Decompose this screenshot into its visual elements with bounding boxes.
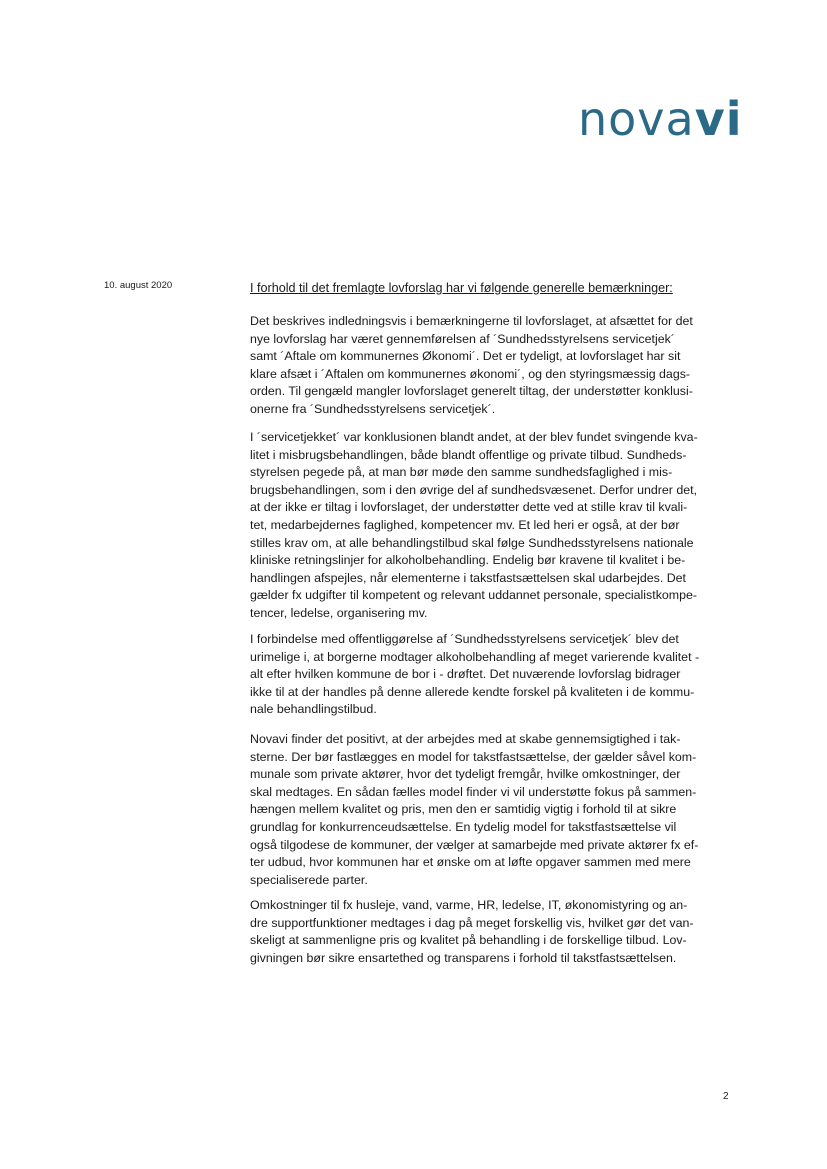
text-line: urimelige i, at borgerne modtager alkoholbehandling af meget varierende kvalitet - [250, 649, 700, 664]
text-line: ikke til at der handles på denne allerede kendte forskel på kvaliteten i de kommu- [250, 684, 695, 699]
text-line: kliniske retningslinjer for alkoholbehandling. Endelig bør kravene til kvalitet i be- [250, 553, 686, 568]
paragraph-4 [250, 731, 738, 889]
letter-date: 10. august 2020 [104, 280, 173, 291]
text-line: brugsbehandlingen, som i den øvrige del af sundhedsvæsenet. Derfor undrer det, [250, 482, 698, 497]
text-line: nye lovforslag har været gennemførelsen af ´Sundhedsstyrelsens servicetjek´ [250, 331, 675, 346]
text-line: ter udbud, hvor kommunen har et ønske om at løfte opgaver sammen med mere [250, 855, 691, 870]
text-line: Omkostninger til fx husleje, vand, varme, HR, ledelse, IT, økonomistyring og an- [250, 898, 688, 912]
novavi-logo [560, 92, 760, 156]
text-line: givningen bør sikre ensartethed og transparens i forhold til takstfastsættelsen. [250, 950, 677, 965]
logo-text-bold: vi [694, 92, 743, 146]
text-line: også tilgodese de kommuner, der vælger at samarbejde med private aktører fx ef- [250, 837, 699, 852]
text-line: grundlag for konkurrenceudsættelse. En tydelig model for takstfastsættelse vil [250, 819, 677, 834]
text-line: orden. Til gengæld mangler lovforslaget generelt tiltag, der understøtter konklusi- [250, 384, 693, 399]
paragraph-5 [250, 897, 738, 967]
text-line: alt efter hvilken kommune de bor i - drøftet. Det nuværende lovforslag bidrager [250, 667, 681, 682]
text-line: klare afsæt i ´Aftalen om kommunernes økonomi´, og den styringsmæssig dags- [250, 366, 691, 381]
text-line: dre supportfunktioner medtages i dag på meget forskellig vis, hvilket gør det van- [250, 915, 694, 930]
logo-text-regular: nova [578, 92, 695, 146]
text-line: samt ´Aftale om kommunernes Økonomi´. Det er tydeligt, at lovforslaget har sit [250, 349, 681, 364]
logo-wordmark [578, 92, 743, 146]
text-line: I ´servicetjekket´ var konklusionen blandt andet, at der blev fundet svingende kva- [250, 430, 698, 444]
section-heading: I forhold til det fremlagte lovforslag har vi følgende generelle bemærkninger: [250, 281, 673, 295]
text-line: skal medtages. En sådan fælles model finder vi vil understøtte fokus på sammen- [250, 784, 697, 799]
paragraph-1 [250, 313, 738, 419]
page-number: 2 [723, 1091, 729, 1102]
text-line: styrelsen pegede på, at man bør møde den samme sundhedsfaglighed i mis- [250, 465, 673, 480]
paragraph-3 [250, 631, 738, 719]
text-line: onerne fra ´Sundhedsstyrelsens servicetjek´. [250, 401, 496, 416]
text-line: specialiserede parter. [250, 872, 368, 887]
text-line: tet, medarbejdernes faglighed, kompetencer mv. Et led heri er også, at der bør [250, 517, 680, 532]
text-line: Novavi finder det positivt, at der arbejdes med at skabe gennemsigtighed i tak- [250, 732, 681, 746]
text-line: munale som private aktører, hvor det tydeligt fremgår, hvilke omkostninger, der [250, 767, 681, 782]
text-line: Det beskrives indledningsvis i bemærkningerne til lovforslaget, at afsættet for det [250, 314, 693, 328]
text-line: tencer, ledelse, organisering mv. [250, 605, 428, 620]
text-line: litet i misbrugsbehandlingen, både blandt offentlige og private tilbud. Sundheds- [250, 447, 687, 462]
text-line: nale behandlingstilbud. [250, 702, 377, 717]
text-line: sterne. Der bør fastlægges en model for takstfastsættelse, der gælder såvel kom- [250, 749, 697, 764]
text-line: hængen mellem kvalitet og pris, men den er samtidig vigtig i forhold til at sikre [250, 802, 677, 817]
text-line: skeligt at sammenligne pris og kvalitet på behandling i de forskellige tilbud. Lov- [250, 933, 687, 948]
text-line: at der ikke er tiltag i lovforslaget, der understøtter dette ved at stille krav til kvali- [250, 500, 688, 515]
text-line: stilles krav om, at alle behandlingstilbud skal følge Sundhedsstyrelsens nationale [250, 535, 694, 550]
text-line: handlingen afspejles, når elementerne i takstfastsættelsen skal udarbejdes. Det [250, 570, 686, 585]
text-line: gælder fx udgifter til kompetent og relevant uddannet personale, specialistkompe- [250, 588, 698, 603]
paragraph-2 [250, 429, 738, 623]
text-line: I forbindelse med offentliggørelse af ´Sundhedsstyrelsens servicetjek´ blev det [250, 632, 679, 646]
